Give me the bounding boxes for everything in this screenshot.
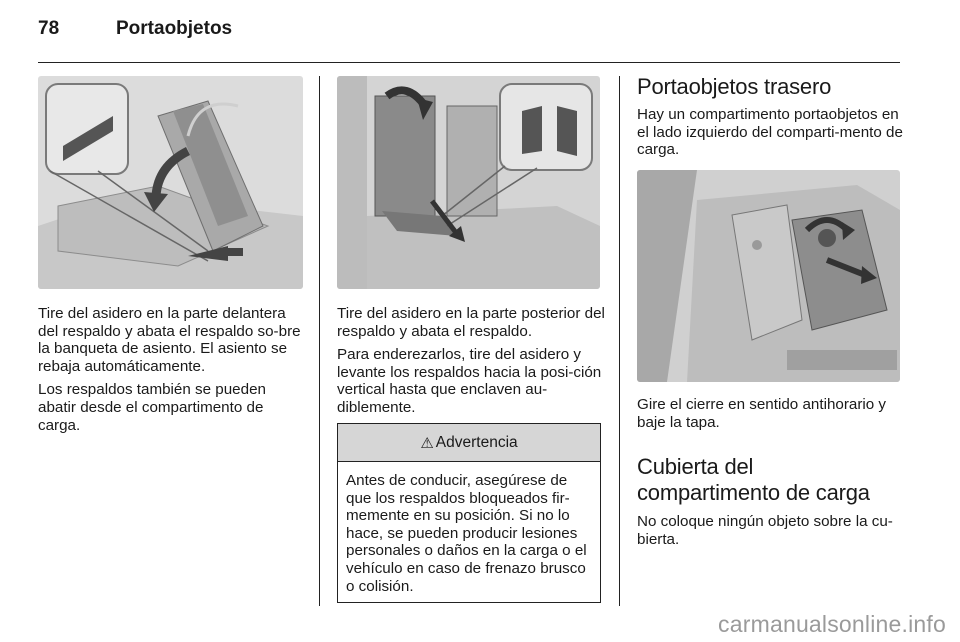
warning-header xyxy=(338,424,600,462)
col1-paragraph: Tire del asidero en la parte delantera del respaldo y abata el respaldo so-bre la banqueta de asiento. El asiento se rebaja automáticamente. xyxy=(38,305,301,375)
warning-triangle-icon: ⚠ xyxy=(420,434,434,452)
watermark: carmanualsonline.info xyxy=(718,611,946,637)
col2-paragraph: Para enderezarlos, tire del asidero y levante los respaldos hacia la posi-ción vertical hasta que enclaven au-diblemente. xyxy=(337,346,602,416)
page-title: Portaobjetos xyxy=(116,18,233,39)
warning-title: Advertencia xyxy=(435,433,518,451)
col2-paragraph: Tire del asidero en la parte posterior del respaldo y abata el respaldo. xyxy=(337,305,605,340)
header-rule xyxy=(38,62,900,63)
page-number: 78 xyxy=(38,18,60,39)
section-heading-portaobjetos-trasero: Portaobjetos trasero xyxy=(637,74,832,99)
col3-intro-text: Hay un compartimento portaobjetos en el lado izquierdo del comparti-mento de carga. xyxy=(637,106,903,159)
col3-caption-text: Gire el cierre en sentido antihorario y baje la tapa. xyxy=(637,396,887,431)
col2-text xyxy=(337,305,605,423)
col1-text xyxy=(38,305,306,440)
rear-storage-illustration xyxy=(637,170,900,382)
section-heading-cubierta: Cubierta del compartimento de carga xyxy=(637,454,870,505)
seat-fold-illustration xyxy=(38,76,303,289)
warning-body: Antes de conducir, asegúrese de que los respaldos bloqueados fir-memente en su posición. Si no lo hace, se pueden producir lesiones personales o daños en la carga o el vehículo en caso de frenazo brusco o colisión. xyxy=(346,472,587,595)
warning-box xyxy=(337,423,601,603)
col3-cubierta-text: No coloque ningún objeto sobre la cu-bierta. xyxy=(637,513,893,548)
col1-paragraph: Los respaldos también se pueden abatir desde el compartimento de carga. xyxy=(38,381,266,434)
column-divider-2 xyxy=(619,76,620,606)
cargo-seat-fold-illustration xyxy=(337,76,600,289)
column-divider-1 xyxy=(319,76,320,606)
page-header xyxy=(38,18,232,48)
